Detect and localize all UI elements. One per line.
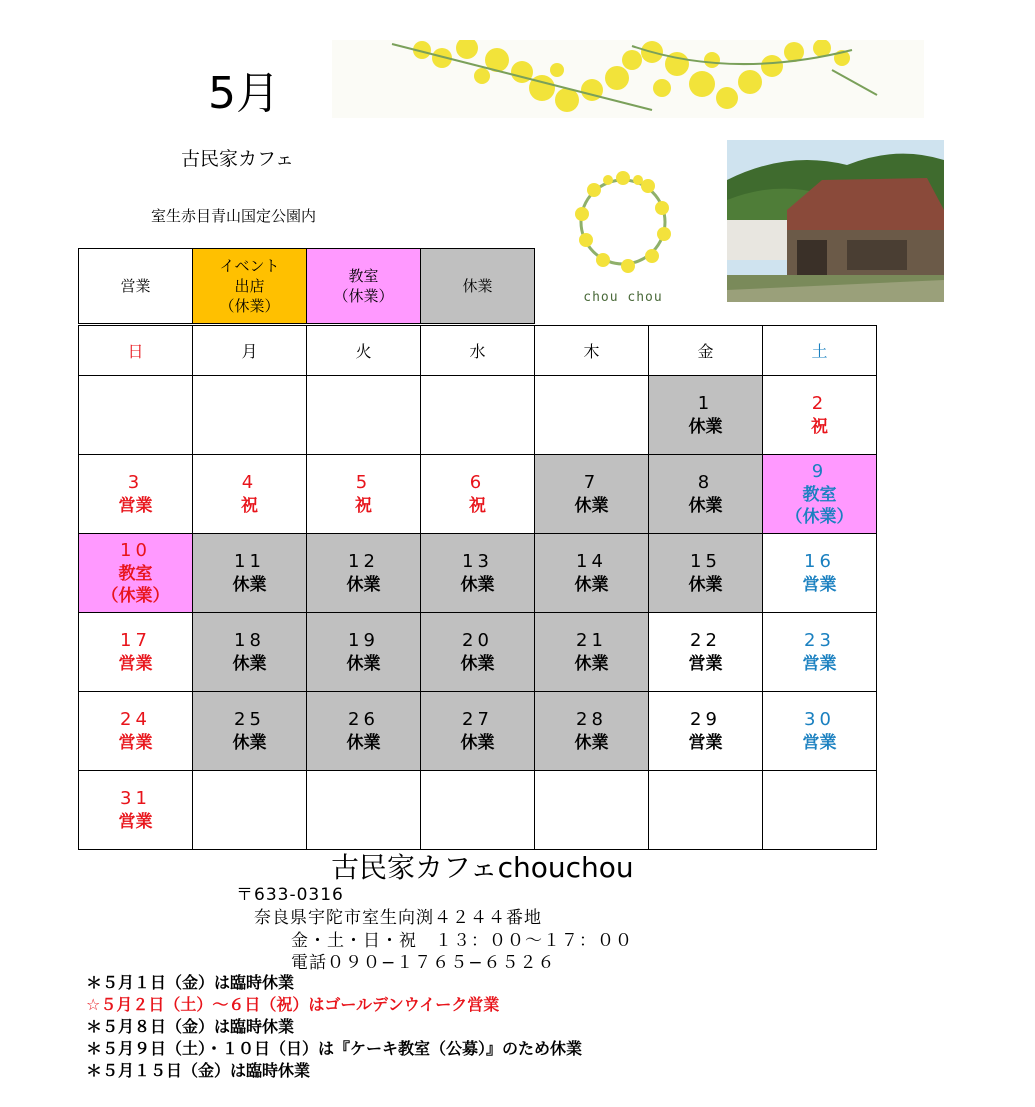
day-number: 9	[811, 461, 828, 483]
calendar-day-cell	[421, 613, 535, 692]
day-number: 5	[355, 472, 372, 494]
day-status: 祝	[241, 495, 258, 516]
day-status: 休業	[460, 732, 495, 753]
calendar-day-cell	[193, 534, 307, 613]
day-status: 営業	[802, 574, 837, 595]
day-status: 教室 （休業）	[785, 484, 854, 527]
calendar-day-cell	[421, 455, 535, 534]
calendar-week-row	[79, 692, 877, 771]
day-number: 12	[348, 551, 379, 573]
weekday-header: 日	[79, 326, 193, 376]
day-number: 22	[690, 630, 721, 652]
day-status: 営業	[118, 811, 153, 832]
calendar-day-cell	[535, 613, 649, 692]
day-number: 26	[348, 709, 379, 731]
day-number: 28	[576, 709, 607, 731]
legend-closed	[421, 249, 535, 324]
weekday-header: 木	[535, 326, 649, 376]
day-number: 20	[462, 630, 493, 652]
weekday-header: 月	[193, 326, 307, 376]
legend-label: 休業	[462, 276, 493, 295]
calendar-day-cell	[535, 692, 649, 771]
calendar-empty-cell	[79, 376, 193, 455]
day-status: 休業	[346, 732, 381, 753]
weekday-header: 火	[307, 326, 421, 376]
day-status: 祝	[355, 495, 372, 516]
day-status: 休業	[346, 653, 381, 674]
calendar-day-cell	[193, 692, 307, 771]
day-status: 休業	[232, 653, 267, 674]
month-title: 5月	[208, 68, 280, 119]
legend-class	[307, 249, 421, 324]
calendar-week-row	[79, 613, 877, 692]
day-number: 23	[804, 630, 835, 652]
day-number: 31	[120, 788, 151, 810]
day-number: 19	[348, 630, 379, 652]
day-status: 休業	[232, 732, 267, 753]
calendar-day-cell	[307, 534, 421, 613]
day-number: 24	[120, 709, 151, 731]
day-number: 11	[234, 551, 265, 573]
calendar-day-cell	[763, 692, 877, 771]
calendar-day-cell	[193, 455, 307, 534]
day-number: 18	[234, 630, 265, 652]
legend-event	[193, 249, 307, 324]
calendar-week-row	[79, 376, 877, 455]
day-number: 21	[576, 630, 607, 652]
day-status: 休業	[232, 574, 267, 595]
calendar-day-cell	[421, 534, 535, 613]
day-status: 営業	[802, 653, 837, 674]
day-status: 休業	[688, 495, 723, 516]
footer-title: 古民家カフェchouchou	[331, 851, 634, 884]
calendar-day-cell	[535, 534, 649, 613]
day-status: 営業	[118, 732, 153, 753]
calendar-day-cell	[763, 455, 877, 534]
legend-open	[79, 249, 193, 324]
day-number: 16	[804, 551, 835, 573]
day-number: 13	[462, 551, 493, 573]
day-number: 29	[690, 709, 721, 731]
weekday-header: 土	[763, 326, 877, 376]
day-status: 休業	[688, 574, 723, 595]
day-status: 営業	[802, 732, 837, 753]
day-status: 休業	[574, 732, 609, 753]
calendar-day-cell	[79, 613, 193, 692]
calendar-day-cell	[79, 692, 193, 771]
day-number: 8	[697, 472, 714, 494]
cafe-subtitle: 古民家カフェ	[181, 148, 295, 170]
legend-label: 教室 （休業）	[333, 266, 394, 305]
calendar-week-row	[79, 534, 877, 613]
calendar-empty-cell	[193, 376, 307, 455]
note-line: ＊５月１５日（金）は臨時休業	[86, 1061, 311, 1080]
day-status: 休業	[346, 574, 381, 595]
calendar-day-cell	[307, 692, 421, 771]
day-number: 2	[811, 393, 828, 415]
day-status: 休業	[574, 574, 609, 595]
day-number: 6	[469, 472, 486, 494]
day-number: 17	[120, 630, 151, 652]
day-status: 祝	[811, 416, 828, 437]
address: 奈良県宇陀市室生向渕４２４４番地	[254, 908, 542, 928]
day-status: 営業	[118, 653, 153, 674]
note-line: ＊５月８日（金）は臨時休業	[86, 1017, 295, 1036]
day-number: 10	[120, 540, 151, 562]
calendar-day-cell	[649, 534, 763, 613]
phone-number: 電話０９０−１７６５−６５２６	[291, 953, 556, 973]
calendar-empty-cell	[535, 771, 649, 850]
day-status: 休業	[460, 574, 495, 595]
calendar-day-cell	[307, 613, 421, 692]
calendar-empty-cell	[307, 771, 421, 850]
calendar-day-cell	[763, 376, 877, 455]
day-number: 4	[241, 472, 258, 494]
calendar-day-cell	[763, 534, 877, 613]
note-line: ＊５月１日（金）は臨時休業	[86, 973, 295, 992]
calendar-empty-cell	[193, 771, 307, 850]
day-status: 休業	[688, 416, 723, 437]
calendar-day-cell	[649, 613, 763, 692]
day-status: 祝	[469, 495, 486, 516]
day-status: 営業	[688, 653, 723, 674]
day-number: 1	[697, 393, 714, 415]
day-number: 25	[234, 709, 265, 731]
calendar-empty-cell	[421, 376, 535, 455]
opening-hours: 金・土・日・祝 １３：００〜１７：００	[291, 931, 633, 951]
cafe-house-photo	[727, 140, 944, 302]
mimosa-banner-image	[332, 40, 924, 118]
legend-label: 営業	[120, 276, 151, 295]
calendar-day-cell	[79, 534, 193, 613]
calendar-week-row	[79, 455, 877, 534]
weekday-header: 金	[649, 326, 763, 376]
day-status: 休業	[460, 653, 495, 674]
calendar-day-cell	[193, 613, 307, 692]
calendar-empty-cell	[649, 771, 763, 850]
day-status: 営業	[688, 732, 723, 753]
calendar-day-cell	[307, 455, 421, 534]
day-status: 営業	[118, 495, 153, 516]
calendar-day-cell	[649, 376, 763, 455]
brand-logo-text: chou chou	[583, 290, 663, 305]
calendar-empty-cell	[421, 771, 535, 850]
calendar-day-cell	[421, 692, 535, 771]
calendar-day-cell	[649, 692, 763, 771]
day-number: 14	[576, 551, 607, 573]
legend-label: イベント 出店 （休業）	[219, 256, 280, 316]
day-status: 教室 （休業）	[101, 563, 170, 606]
day-number: 30	[804, 709, 835, 731]
calendar-day-cell	[79, 771, 193, 850]
calendar-day-cell	[535, 455, 649, 534]
day-number: 15	[690, 551, 721, 573]
calendar-day-cell	[649, 455, 763, 534]
note-line: ＊５月９日（土）・１０日（日）は『ケーキ教室（公募）』のため休業	[86, 1039, 583, 1058]
calendar-empty-cell	[307, 376, 421, 455]
day-status: 休業	[574, 653, 609, 674]
calendar-week-row	[79, 771, 877, 850]
wreath-logo	[568, 160, 678, 310]
weekday-header: 水	[421, 326, 535, 376]
location-label: 室生赤目青山国定公園内	[151, 207, 317, 225]
day-number: 3	[127, 472, 144, 494]
day-number: 7	[583, 472, 600, 494]
day-number: 27	[462, 709, 493, 731]
calendar-empty-cell	[535, 376, 649, 455]
calendar-empty-cell	[763, 771, 877, 850]
calendar-table	[78, 325, 877, 850]
calendar-day-cell	[763, 613, 877, 692]
legend-table	[78, 248, 535, 324]
note-line: ☆５月２日（土）〜６日（祝）はゴールデンウイーク営業	[86, 995, 500, 1014]
postal-code: 〒633-0316	[236, 885, 344, 905]
calendar-day-cell	[79, 455, 193, 534]
day-status: 休業	[574, 495, 609, 516]
